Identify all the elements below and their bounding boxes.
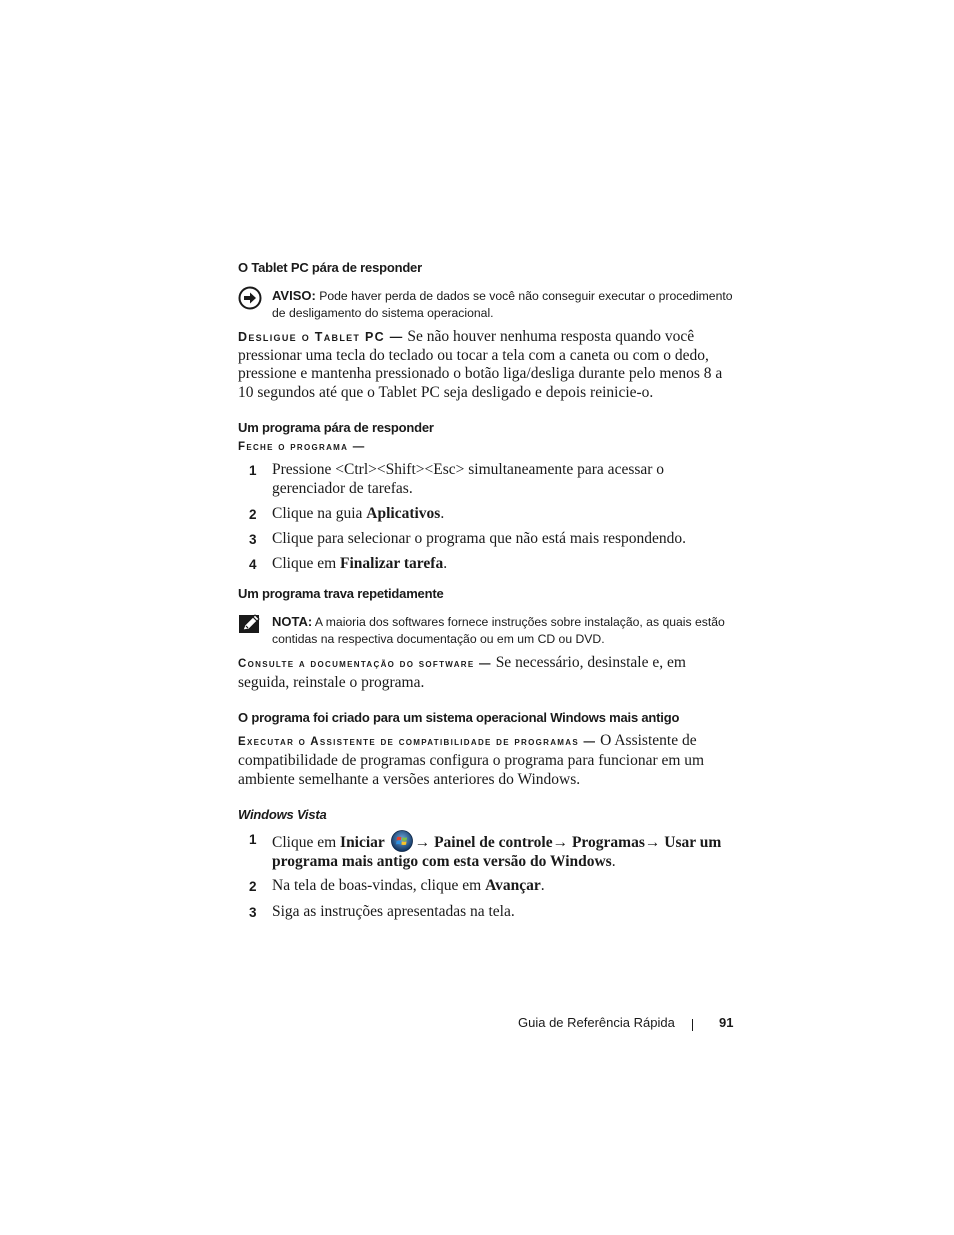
step-number: 2 bbox=[249, 506, 257, 522]
ui-term-next: Avançar bbox=[485, 877, 541, 895]
shutdown-paragraph bbox=[238, 328, 738, 402]
section-heading: Um programa trava repetidamente bbox=[238, 586, 444, 602]
compatibility-paragraph bbox=[238, 732, 738, 789]
menu-arrow: → bbox=[644, 834, 661, 852]
step-text: Pressione <Ctrl><Shift><Esc> simultaneamente para acessar o gerenciador de tarefas. bbox=[272, 461, 665, 497]
page-number: 91 bbox=[719, 1015, 734, 1030]
paragraph-lead: Desligue o Tablet PC — bbox=[238, 330, 404, 344]
list-item bbox=[238, 461, 738, 498]
paragraph-lead: Consulte a documentação do software — bbox=[238, 658, 492, 671]
section-heading: O Tablet PC pára de responder bbox=[238, 260, 422, 275]
note-text-block bbox=[272, 613, 738, 648]
arrow-right-circle-icon bbox=[238, 286, 262, 310]
notice-box bbox=[238, 287, 738, 322]
footer-divider bbox=[692, 1019, 693, 1031]
step-text: Na tela de boas-vindas, clique em Avançar. bbox=[272, 877, 545, 895]
step-text: Clique para selecionar o programa que não está mais respondendo. bbox=[272, 529, 687, 547]
menu-arrow: → bbox=[414, 834, 431, 852]
step-number: 3 bbox=[249, 904, 257, 920]
page-content bbox=[238, 258, 738, 928]
step-text: Siga as instruções apresentadas na tela. bbox=[272, 902, 515, 920]
list-item bbox=[238, 830, 738, 871]
list-item bbox=[238, 555, 738, 574]
notice-text: Pode haver perda de dados se você não conseguir executar o procedimento de desligamento do sistema operacional. bbox=[272, 289, 733, 320]
section-heading: Um programa pára de responder bbox=[238, 420, 434, 436]
ui-term-applications-tab: Aplicativos bbox=[366, 504, 441, 522]
step-text: Clique em Finalizar tarefa. bbox=[272, 555, 448, 573]
list-item bbox=[238, 903, 738, 922]
list-item bbox=[238, 877, 738, 896]
step-number: 4 bbox=[249, 557, 257, 573]
list-item bbox=[238, 530, 738, 549]
ui-term-use-older-program: Usar um programa mais antigo com esta versão do Windows bbox=[272, 834, 722, 870]
menu-arrow: → bbox=[552, 834, 569, 852]
subsection-heading: Windows Vista bbox=[238, 807, 327, 823]
step-text: Clique na guia Aplicativos. bbox=[272, 504, 445, 522]
steps-list bbox=[238, 830, 738, 922]
paragraph-body: O Assistente de compatibilidade de programas configura o programa para funcionar em um ambiente semelhante a versões anteriores do Windows. bbox=[238, 732, 705, 788]
paragraph-lead: Executar o Assistente de compatibilidade de programas — bbox=[238, 736, 597, 749]
procedure-lead: Feche o programa — bbox=[238, 441, 366, 454]
step-number: 3 bbox=[249, 531, 257, 547]
note-label: NOTA: bbox=[272, 614, 313, 630]
step-number: 2 bbox=[249, 879, 257, 895]
list-item bbox=[238, 505, 738, 524]
section-heading: O programa foi criado para um sistema operacional Windows mais antigo bbox=[238, 710, 680, 726]
note-text: A maioria dos softwares fornece instruções sobre instalação, as quais estão contidas na respectiva documentação ou em um CD ou DVD. bbox=[272, 615, 725, 647]
step-number: 1 bbox=[249, 463, 257, 479]
ui-term-programs: Programas bbox=[571, 834, 645, 852]
windows-start-icon bbox=[391, 830, 413, 852]
notice-label: AVISO: bbox=[272, 288, 316, 303]
pencil-note-icon bbox=[238, 612, 262, 636]
footer-title: Guia de Referência Rápida bbox=[518, 1015, 675, 1030]
ui-term-end-task: Finalizar tarefa bbox=[340, 555, 444, 573]
steps-list bbox=[238, 461, 738, 574]
ui-term-control-panel: Painel de controle bbox=[434, 834, 553, 852]
paragraph-body: Se não houver nenhuma resposta quando você pressionar uma tecla do teclado ou tocar a tela com a caneta ou com o dedo, pressione e mantenha pressionado o botão liga/desliga durante pelo menos 8 a 10 segundos até que o Tablet PC seja desligado e depois reinicie-o. bbox=[238, 328, 723, 401]
note-box bbox=[238, 613, 738, 648]
documentation-paragraph bbox=[238, 654, 738, 692]
ui-term-start: Iniciar bbox=[340, 834, 385, 852]
step-text: Clique em Iniciar → Painel de controle→ Programas→ Usar um programa mais antigo com esta versão do Windows. bbox=[272, 830, 738, 871]
notice-text-block bbox=[272, 287, 738, 322]
step-number: 1 bbox=[249, 832, 257, 848]
paragraph-body: Se necessário, desinstale e, em seguida, reinstale o programa. bbox=[238, 654, 686, 691]
